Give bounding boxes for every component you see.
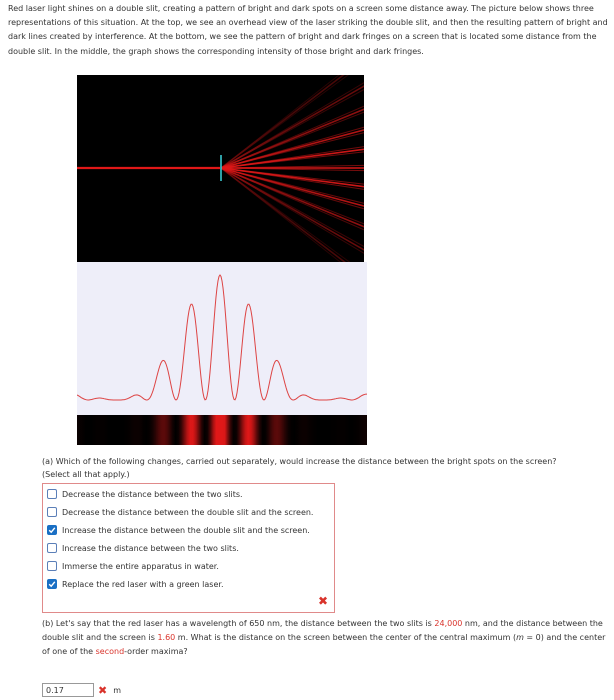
overhead-laser-view (77, 75, 364, 262)
part-b-text-5: -order maxima? (124, 647, 188, 657)
choice-label: Decrease the distance between the double slit and the screen. (62, 507, 314, 517)
double-slit-figure (77, 75, 367, 445)
choice-decrease-slit-distance[interactable] (47, 487, 243, 501)
intensity-graph (77, 262, 367, 415)
unit-label: m (113, 685, 122, 695)
m-symbol: m (516, 633, 524, 643)
x-mark-icon: ✖ (317, 594, 328, 608)
slit-distance-value: 24,000 (434, 619, 463, 628)
choice-label: Increase the distance between the double slit and the screen. (62, 525, 310, 535)
part-a-choices (42, 483, 335, 613)
order-word: second (95, 647, 125, 657)
checkbox[interactable] (47, 543, 57, 553)
part-a-question-text: (a) Which of the following changes, carried out separately, would increase the distance between the bright spots on the screen? (42, 457, 557, 466)
part-b-text-4: = 0) and the center of one of the (42, 633, 606, 657)
checkbox[interactable] (47, 489, 57, 499)
intro-paragraph: Red laser light shines on a double slit, creating a pattern of bright and dark spots on a screen some distance away. The picture below shows three representations of this situation. At the top, we see an overhead view of the laser striking the double slit, and then the resulting pattern of bright and dark lines created by interference. At the bottom, we see the pattern of bright and dark fringes on a screen that is located some distance from the double slit. In the middle, the graph shows the corresponding intensity of those bright and dark fringes. (8, 4, 608, 56)
choice-label: Immerse the entire apparatus in water. (62, 561, 219, 571)
checkbox[interactable] (47, 525, 57, 535)
answer-input[interactable] (42, 683, 94, 697)
part-b-text-3: m. What is the distance on the screen between the center of the central maximum ( (175, 633, 517, 643)
checkmark-icon (48, 580, 56, 588)
part-b-text-1: (b) Let's say that the red laser has a wavelength of 650 nm, the distance between the two slits is (42, 619, 435, 628)
checkbox[interactable] (47, 579, 57, 589)
choice-increase-slit-distance[interactable] (47, 541, 239, 555)
screen-distance-value: 1.60 (157, 633, 176, 643)
fringe-pattern-screen (77, 415, 367, 445)
part-a-hint: (Select all that apply.) (42, 469, 130, 479)
choice-immerse-in-water[interactable] (47, 559, 219, 573)
checkmark-icon (48, 526, 56, 534)
choice-green-laser[interactable] (47, 577, 223, 591)
part-b-question (42, 617, 612, 660)
choice-label: Decrease the distance between the two slits. (62, 489, 243, 499)
checkbox[interactable] (47, 507, 57, 517)
checkbox[interactable] (47, 561, 57, 571)
choice-decrease-screen-distance[interactable] (47, 505, 313, 519)
choice-increase-screen-distance[interactable] (47, 523, 310, 537)
part-b-answer-row (42, 683, 121, 697)
part-a-question (42, 456, 607, 481)
choice-label: Increase the distance between the two slits. (62, 543, 239, 553)
choice-label: Replace the red laser with a green laser. (62, 579, 224, 589)
x-mark-icon: ✖ (98, 683, 108, 697)
part-b-text-2: nm, and the distance between the double slit and the screen is (42, 619, 603, 643)
